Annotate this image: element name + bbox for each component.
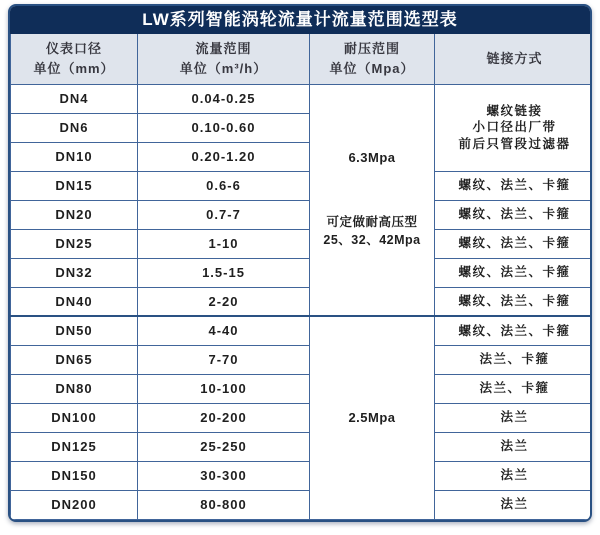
- connection-line: 螺纹、法兰、卡箍: [458, 294, 571, 309]
- spec-table: [10, 34, 592, 520]
- connection-line: 小口径出厂带: [472, 120, 557, 135]
- flow-range-cell: 0.7-7: [138, 200, 310, 229]
- spec-table-body: [11, 84, 593, 519]
- pressure-cell: [310, 316, 435, 519]
- header-flow-line1: 流量范围: [195, 41, 252, 57]
- table-row: [11, 403, 593, 432]
- connection-line: 前后只管段过滤器: [458, 136, 571, 151]
- diameter-cell: DN200: [11, 490, 138, 519]
- diameter-cell: DN100: [11, 403, 138, 432]
- table-row: [11, 461, 593, 490]
- connection-line: 螺纹链接: [486, 104, 543, 119]
- header-row: [11, 34, 593, 84]
- connection-cell: [435, 258, 593, 287]
- header-diameter-line2: 单位（mm）: [33, 60, 115, 76]
- diameter-cell: DN80: [11, 374, 138, 403]
- spec-table-header: [11, 34, 593, 84]
- connection-line: 螺纹、法兰、卡箍: [458, 323, 571, 338]
- flow-range-cell: 10-100: [138, 374, 310, 403]
- diameter-cell: DN10: [11, 142, 138, 171]
- diameter-cell: DN25: [11, 229, 138, 258]
- pressure-note-line: 25、32、42Mpa: [323, 233, 421, 248]
- connection-cell: [435, 345, 593, 374]
- flow-range-cell: 1-10: [138, 229, 310, 258]
- connection-cell: [435, 374, 593, 403]
- connection-cell: [435, 200, 593, 229]
- header-diameter-line1: 仪表口径: [45, 41, 102, 57]
- flow-range-cell: 30-300: [138, 461, 310, 490]
- diameter-cell: DN4: [11, 84, 138, 113]
- connection-line: 螺纹、法兰、卡箍: [458, 178, 571, 193]
- flow-range-cell: 0.04-0.25: [138, 84, 310, 113]
- connection-cell: [435, 229, 593, 258]
- header-pressure-line2: 单位（Mpa）: [329, 60, 415, 76]
- header-connection: [435, 34, 593, 84]
- flow-range-cell: 25-250: [138, 432, 310, 461]
- table-row: [11, 200, 593, 229]
- table-row: [11, 432, 593, 461]
- connection-line: 螺纹、法兰、卡箍: [458, 236, 571, 251]
- table-row: [11, 84, 593, 113]
- selection-table-card: [8, 4, 592, 522]
- connection-line: 螺纹、法兰、卡箍: [458, 207, 571, 222]
- connection-line: 法兰、卡箍: [479, 381, 550, 396]
- table-row: [11, 229, 593, 258]
- pressure-value: 6.3Mpa: [348, 149, 396, 165]
- connection-cell: [435, 316, 593, 345]
- flow-range-cell: 7-70: [138, 345, 310, 374]
- header-connection-line1: 链接方式: [486, 51, 543, 66]
- flow-range-cell: 1.5-15: [138, 258, 310, 287]
- connection-line: 法兰: [500, 497, 529, 512]
- header-flow-range: [138, 34, 310, 84]
- flow-range-cell: 80-800: [138, 490, 310, 519]
- diameter-cell: DN65: [11, 345, 138, 374]
- diameter-cell: DN32: [11, 258, 138, 287]
- table-row: [11, 345, 593, 374]
- table-row: [11, 374, 593, 403]
- table-row: [11, 287, 593, 316]
- connection-cell: [435, 171, 593, 200]
- flow-range-cell: 0.10-0.60: [138, 113, 310, 142]
- table-row: [11, 490, 593, 519]
- diameter-cell: DN50: [11, 316, 138, 345]
- connection-cell: [435, 461, 593, 490]
- header-flow-line2: 单位（m³/h）: [179, 60, 268, 76]
- connection-cell: [435, 490, 593, 519]
- header-pressure: [310, 34, 435, 84]
- pressure-note-line: 可定做耐高压型: [326, 214, 418, 229]
- header-pressure-line1: 耐压范围: [343, 41, 400, 57]
- pressure-cell: [310, 84, 435, 316]
- connection-cell: [435, 287, 593, 316]
- connection-line: 法兰: [500, 468, 529, 483]
- diameter-cell: DN40: [11, 287, 138, 316]
- flow-range-cell: 0.6-6: [138, 171, 310, 200]
- connection-line: 法兰、卡箍: [479, 352, 550, 367]
- header-diameter: [11, 34, 138, 84]
- connection-line: 螺纹、法兰、卡箍: [458, 265, 571, 280]
- flow-range-cell: 20-200: [138, 403, 310, 432]
- flow-range-cell: 0.20-1.20: [138, 142, 310, 171]
- connection-cell: [435, 432, 593, 461]
- diameter-cell: DN20: [11, 200, 138, 229]
- diameter-cell: DN125: [11, 432, 138, 461]
- pressure-note: [310, 213, 434, 251]
- table-row: [11, 258, 593, 287]
- table-row: [11, 171, 593, 200]
- connection-cell: [435, 403, 593, 432]
- table-title: LW系列智能涡轮流量计流量范围选型表: [10, 6, 590, 34]
- pressure-value: 2.5Mpa: [348, 410, 396, 426]
- diameter-cell: DN150: [11, 461, 138, 490]
- connection-cell: [435, 84, 593, 171]
- flow-range-cell: 4-40: [138, 316, 310, 345]
- diameter-cell: DN6: [11, 113, 138, 142]
- connection-line: 法兰: [500, 410, 529, 425]
- diameter-cell: DN15: [11, 171, 138, 200]
- flow-range-cell: 2-20: [138, 287, 310, 316]
- table-row: [11, 316, 593, 345]
- connection-line: 法兰: [500, 439, 529, 454]
